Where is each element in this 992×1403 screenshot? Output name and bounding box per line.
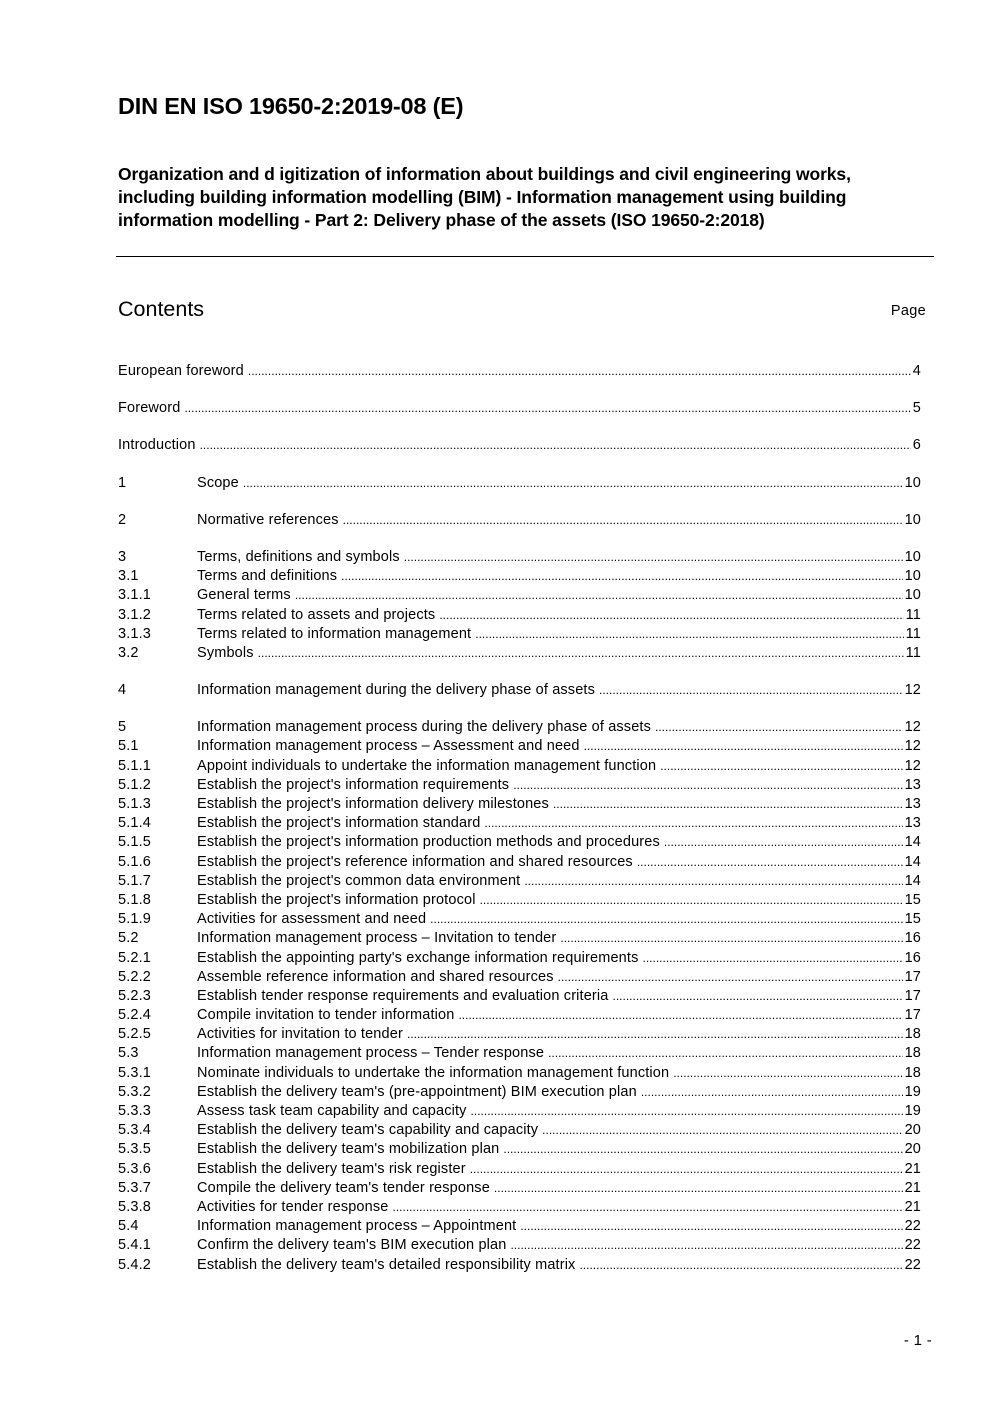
toc-page: 21 <box>904 1179 921 1196</box>
toc-entry[interactable] <box>118 362 921 381</box>
toc-entry[interactable] <box>118 910 921 929</box>
toc-number: 5.4.2 <box>118 1256 151 1273</box>
toc-title: Terms related to assets and projects <box>197 606 436 623</box>
toc-number: 5.1.1 <box>118 757 151 774</box>
toc-entry[interactable] <box>118 1121 921 1140</box>
toc-title: Establish the project's information delivery milestones <box>197 796 549 812</box>
toc-number: 5.2.1 <box>118 949 151 966</box>
toc-entry[interactable] <box>118 1102 921 1121</box>
toc-title: Information management process during the delivery phase of assets <box>197 719 652 736</box>
toc-title: General terms <box>197 587 291 604</box>
toc-title: Establish the delivery team's capability and capacity <box>197 1122 539 1139</box>
toc-title: Terms, definitions and symbols <box>197 548 400 565</box>
toc-number: 2 <box>118 511 127 528</box>
toc-page: 10 <box>904 568 921 585</box>
toc-page: 10 <box>904 587 921 604</box>
toc-number: 5 <box>118 719 127 736</box>
toc-number: 3.1.1 <box>118 587 151 604</box>
toc-title: Terms related to information management <box>197 625 472 642</box>
toc-number: 5.1.7 <box>118 872 151 889</box>
toc-entry[interactable] <box>118 949 921 968</box>
toc-page: 13 <box>904 815 921 832</box>
toc-entry[interactable] <box>118 1236 921 1255</box>
toc-title: European foreword <box>118 363 244 379</box>
toc-page: 11 <box>905 644 921 661</box>
toc-entry[interactable] <box>118 567 921 586</box>
toc-page: 19 <box>904 1083 921 1100</box>
toc-number: 5.3.3 <box>118 1103 151 1119</box>
toc-title: Information management process – Appointment <box>197 1218 517 1235</box>
toc-page: 6 <box>912 437 921 454</box>
toc-title: Establish the project's reference information and shared resources <box>197 853 633 870</box>
toc-title: Information management during the delivery phase of assets <box>197 682 596 699</box>
toc-page: 18 <box>904 1026 921 1043</box>
toc-title: Establish the project's common data environment <box>197 872 521 889</box>
toc-number: 5.3.5 <box>118 1141 151 1158</box>
toc-title: Establish the delivery team's mobilization plan <box>197 1141 500 1158</box>
toc-entry[interactable] <box>118 833 921 852</box>
toc-page: 13 <box>904 796 921 812</box>
toc-title: Information management process – Assessment and need <box>197 738 580 755</box>
toc-number: 5.3.2 <box>118 1083 151 1100</box>
toc-entry[interactable] <box>118 872 921 891</box>
toc-title: Information management process – Invitation to tender <box>197 930 557 947</box>
toc-entry[interactable] <box>118 795 921 814</box>
toc-entry[interactable] <box>118 853 921 872</box>
toc-page: 21 <box>904 1198 921 1215</box>
toc-number: 1 <box>118 474 127 491</box>
toc-number: 5.2.2 <box>118 968 151 985</box>
toc-page: 20 <box>904 1141 921 1158</box>
toc-entry[interactable] <box>118 968 921 987</box>
toc-title: Confirm the delivery team's BIM execution plan <box>197 1237 507 1254</box>
toc-title: Assess task team capability and capacity <box>197 1103 467 1119</box>
toc-entry[interactable] <box>118 1006 921 1025</box>
toc-entry[interactable] <box>118 1044 921 1063</box>
toc-page: 22 <box>904 1256 921 1273</box>
toc-number: 5.3 <box>118 1045 139 1062</box>
toc-title: Activities for tender response <box>197 1198 389 1215</box>
toc-entry[interactable] <box>118 1217 921 1236</box>
toc-number: 5.3.8 <box>118 1198 151 1215</box>
toc-page: 17 <box>904 987 921 1004</box>
document-subtitle: Organization and d igitization of information about buildings and civil engineering works, including building information modelling (BIM) - Information management using building information modelling - Part 2: Delivery phase of the assets (ISO 19650-2:2018) <box>118 164 851 230</box>
toc-entry[interactable] <box>118 929 921 948</box>
toc-entry[interactable] <box>118 681 921 700</box>
toc-page: 12 <box>904 757 921 774</box>
toc-title: Assemble reference information and shared resources <box>197 968 554 985</box>
toc-title: Information management process – Tender response <box>197 1045 545 1062</box>
document-id: DIN EN ISO 19650-2:2019-08 (E) <box>118 93 464 119</box>
toc-number: 3.1.3 <box>118 625 151 642</box>
toc-page: 18 <box>904 1064 921 1081</box>
toc-entry[interactable] <box>118 606 921 625</box>
toc-page: 13 <box>904 776 921 793</box>
toc-number: 5.4 <box>118 1218 139 1235</box>
toc-title: Foreword <box>118 400 181 417</box>
toc-number: 5.3.7 <box>118 1179 151 1196</box>
toc-entry[interactable] <box>118 644 921 663</box>
toc-title: Symbols <box>197 644 254 661</box>
toc-entry[interactable] <box>118 1025 921 1044</box>
toc-number: 5.1.2 <box>118 776 151 793</box>
toc-page: 4 <box>912 363 921 379</box>
toc-number: 5.1.4 <box>118 815 151 832</box>
toc-entry[interactable] <box>118 1083 921 1102</box>
toc-page: 12 <box>904 738 921 755</box>
toc-number: 5.3.6 <box>118 1160 151 1177</box>
toc-entry[interactable] <box>118 1160 921 1179</box>
toc-number: 5.2 <box>118 930 139 947</box>
contents-heading: Contents <box>118 297 205 321</box>
toc-page: 14 <box>904 872 921 889</box>
toc-title: Activities for assessment and need <box>197 911 427 928</box>
toc-entry[interactable] <box>118 891 921 910</box>
toc-number: 5.1.8 <box>118 891 151 908</box>
toc-title: Compile the delivery team's tender response <box>197 1179 490 1196</box>
toc-entry[interactable] <box>118 586 921 605</box>
toc-title: Establish the delivery team's risk register <box>197 1160 466 1177</box>
toc-entry[interactable] <box>118 548 921 567</box>
toc-title: Establish the delivery team's detailed responsibility matrix <box>197 1256 576 1273</box>
toc-entry[interactable] <box>118 399 921 418</box>
toc-title: Normative references <box>197 511 339 528</box>
toc-page: 19 <box>904 1103 921 1119</box>
toc-title: Compile invitation to tender information <box>197 1007 455 1024</box>
toc-number: 5.1.3 <box>118 796 151 812</box>
toc-number: 5.1 <box>118 738 139 755</box>
toc-entry[interactable] <box>118 436 921 455</box>
toc-entry[interactable] <box>118 1256 921 1275</box>
toc-entry[interactable] <box>118 987 921 1006</box>
toc-entry[interactable] <box>118 474 921 493</box>
toc-title: Establish the project's information standard <box>197 815 481 832</box>
toc-page: 20 <box>904 1122 921 1139</box>
page-column-heading: Page <box>890 303 926 319</box>
toc-entry[interactable] <box>118 718 921 737</box>
toc-number: 5.4.1 <box>118 1237 151 1254</box>
table-of-contents <box>118 362 921 1275</box>
toc-entry[interactable] <box>118 1198 921 1217</box>
toc-number: 5.2.4 <box>118 1007 151 1024</box>
toc-title: Establish the project's information production methods and procedures <box>197 834 660 851</box>
toc-title: Scope <box>197 474 239 491</box>
toc-page: 17 <box>904 1007 921 1024</box>
toc-entry[interactable] <box>118 1064 921 1083</box>
toc-number: 3.1 <box>118 568 139 585</box>
toc-page: 10 <box>904 548 921 565</box>
toc-title: Establish tender response requirements and evaluation criteria <box>197 987 609 1004</box>
toc-page: 18 <box>904 1045 921 1062</box>
toc-page: 16 <box>904 949 921 966</box>
toc-number: 5.2.5 <box>118 1026 151 1043</box>
toc-number: 5.1.9 <box>118 911 151 928</box>
toc-number: 3.1.2 <box>118 606 151 623</box>
toc-page: 21 <box>904 1160 921 1177</box>
toc-page: 11 <box>905 625 921 642</box>
toc-entry[interactable] <box>118 814 921 833</box>
toc-number: 5.1.5 <box>118 834 151 851</box>
toc-title: Establish the project's information protocol <box>197 891 476 908</box>
toc-page: 15 <box>904 911 921 928</box>
toc-page: 5 <box>912 400 921 417</box>
toc-number: 4 <box>118 682 127 699</box>
toc-entry[interactable] <box>118 1140 921 1159</box>
toc-title: Establish the delivery team's (pre-appointment) BIM execution plan <box>197 1083 637 1100</box>
toc-page: 12 <box>904 719 921 736</box>
toc-number: 5.1.6 <box>118 853 151 870</box>
toc-title: Appoint individuals to undertake the information management function <box>197 757 657 774</box>
header-divider <box>116 256 934 257</box>
toc-page: 10 <box>904 511 921 528</box>
toc-page: 10 <box>904 474 921 491</box>
toc-entry[interactable] <box>118 511 921 530</box>
toc-entry[interactable] <box>118 737 921 756</box>
toc-entry[interactable] <box>118 625 921 644</box>
toc-number: 5.3.1 <box>118 1064 151 1081</box>
toc-page: 14 <box>904 834 921 851</box>
toc-number: 3.2 <box>118 644 139 661</box>
toc-entry[interactable] <box>118 776 921 795</box>
toc-number: 5.2.3 <box>118 987 151 1004</box>
toc-page: 11 <box>905 606 921 623</box>
toc-page: 15 <box>904 891 921 908</box>
page-number: - 1 - <box>903 1332 932 1349</box>
toc-page: 17 <box>904 968 921 985</box>
toc-title: Establish the project's information requirements <box>197 776 510 793</box>
toc-title: Terms and definitions <box>197 568 338 585</box>
toc-page: 14 <box>904 853 921 870</box>
toc-page: 12 <box>904 682 921 699</box>
toc-title: Activities for invitation to tender <box>197 1026 403 1043</box>
toc-page: 22 <box>904 1218 921 1235</box>
toc-number: 3 <box>118 548 127 565</box>
toc-page: 16 <box>904 930 921 947</box>
toc-number: 5.3.4 <box>118 1122 151 1139</box>
toc-title: Introduction <box>118 437 196 454</box>
toc-title: Nominate individuals to undertake the information management function <box>197 1064 670 1081</box>
toc-page: 22 <box>904 1237 921 1254</box>
toc-title: Establish the appointing party's exchange information requirements <box>197 949 639 966</box>
toc-entry[interactable] <box>118 1179 921 1198</box>
toc-entry[interactable] <box>118 757 921 776</box>
